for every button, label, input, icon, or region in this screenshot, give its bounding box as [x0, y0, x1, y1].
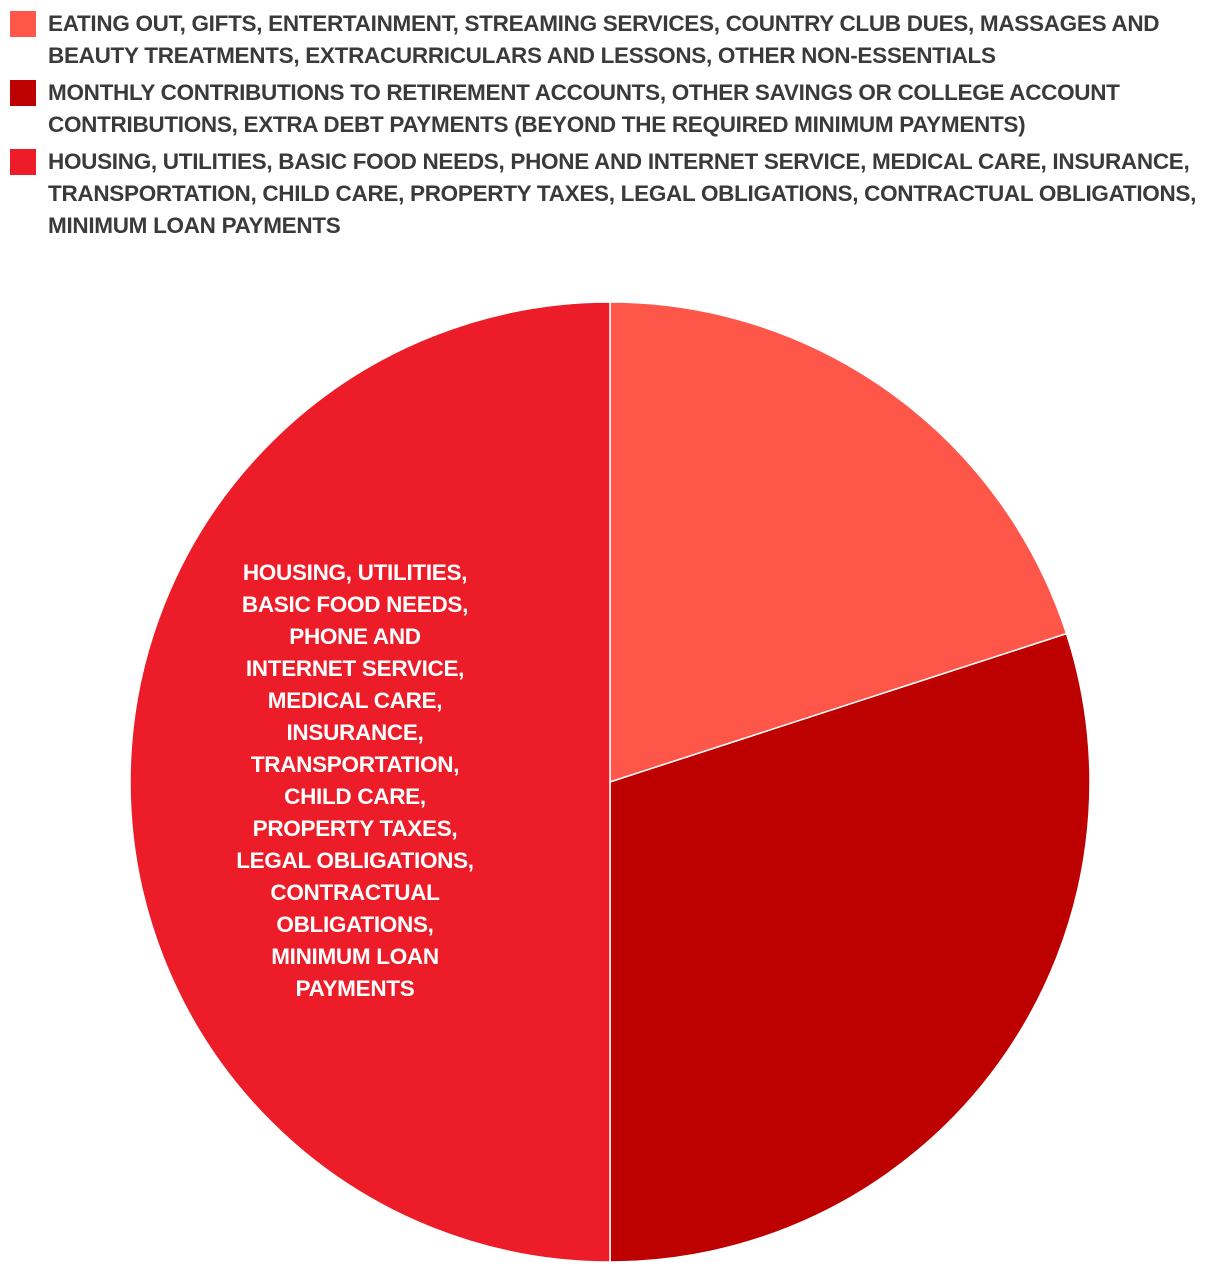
slice-label-line: HOUSING, UTILITIES,	[242, 560, 468, 585]
legend-label-non-essentials: EATING OUT, GIFTS, ENTERTAINMENT, STREAMING SERVICES, COUNTRY CLUB DUES, MASSAGES AND BEAUTY TREATMENTS, EXTRACURRICULARS AND LESSONS, OTHER NON-ESSENTIALS	[48, 11, 1160, 68]
slice-label-essentials	[205, 557, 505, 1005]
slice-label-line: LEGAL OBLIGATIONS,	[236, 848, 474, 873]
slice-label-line: CHILD CARE,	[284, 784, 426, 809]
slice-label-line: MINIMUM LOAN	[271, 944, 439, 969]
slice-label-line: TRANSPORTATION,	[250, 752, 460, 777]
slice-label-line: BASIC FOOD NEEDS,	[241, 592, 469, 617]
slice-label-line: PROPERTY TAXES,	[252, 816, 458, 841]
slice-label-line: MEDICAL CARE,	[267, 688, 443, 713]
slice-label-line: PHONE AND	[289, 624, 421, 649]
legend-label-savings: MONTHLY CONTRIBUTIONS TO RETIREMENT ACCOUNTS, OTHER SAVINGS OR COLLEGE ACCOUNT CONTRIBUTIONS, EXTRA DEBT PAYMENTS (BEYOND THE REQUIRED MINIMUM PAYMENTS)	[48, 80, 1120, 137]
slice-label-line: CONTRACTUAL	[270, 880, 440, 905]
slice-label-line: PAYMENTS	[295, 976, 415, 1001]
slice-label-line: INSURANCE,	[286, 720, 424, 745]
slice-label-line: OBLIGATIONS,	[276, 912, 434, 937]
legend-label-essentials: HOUSING, UTILITIES, BASIC FOOD NEEDS, PHONE AND INTERNET SERVICE, MEDICAL CARE, INSURANCE, TRANSPORTATION, CHILD CARE, PROPERTY TAXES, LEGAL OBLIGATIONS, CONTRACTUAL OBLIGATIONS, MINIMUM LOAN PAYMENTS	[48, 149, 1197, 238]
slice-label-line: INTERNET SERVICE,	[245, 656, 465, 681]
